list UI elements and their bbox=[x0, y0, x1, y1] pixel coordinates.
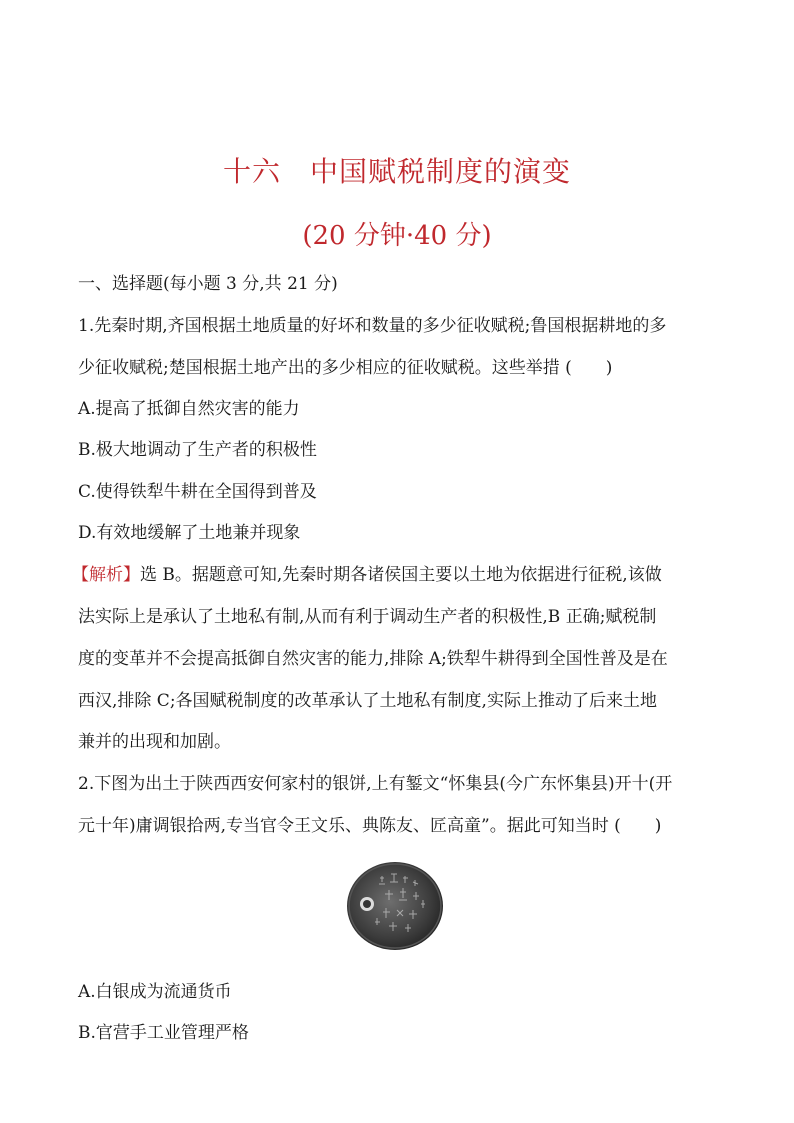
q1-stem-line1: 1.先秦时期,齐国根据土地质量的好坏和数量的多少征收赋税;鲁国根据耕地的多 bbox=[78, 316, 667, 336]
q2-option-a: A.白银成为流通货币 bbox=[78, 982, 232, 1002]
q1-analysis-line1 bbox=[72, 563, 662, 587]
analysis-text: 选 B。据题意可知,先秦时期各诸侯国主要以土地为依据进行征税,该做 bbox=[140, 565, 662, 585]
q1-option-d: D.有效地缓解了土地兼并现象 bbox=[78, 523, 301, 543]
time-score-subtitle: (20 分钟·40 分) bbox=[302, 221, 492, 251]
q2-option-b: B.官营手工业管理严格 bbox=[78, 1023, 249, 1043]
q2-stem-line2: 元十年)庸调银拾两,专当官令王文乐、典陈友、匠高童”。据此可知当时 ( ) bbox=[78, 816, 662, 836]
q2-stem-line1: 2.下图为出土于陕西西安何家村的银饼,上有錾文“怀集县(今广东怀集县)开十(开 bbox=[78, 774, 673, 794]
q1-analysis-line5: 兼并的出现和加剧。 bbox=[78, 732, 231, 752]
section-heading: 一、选择题(每小题 3 分,共 21 分) bbox=[78, 274, 338, 294]
q1-option-b: B.极大地调动了生产者的积极性 bbox=[78, 440, 317, 460]
q1-option-a: A.提高了抵御自然灾害的能力 bbox=[78, 399, 300, 419]
q1-analysis-line3: 度的变革并不会提高抵御自然灾害的能力,排除 A;铁犁牛耕得到全国性普及是在 bbox=[78, 649, 668, 669]
q1-stem-line2: 少征收赋税;楚国根据土地产出的多少相应的征收赋税。这些举措 ( ) bbox=[78, 358, 613, 378]
silver-cake-image bbox=[345, 860, 445, 952]
q1-option-c: C.使得铁犁牛耕在全国得到普及 bbox=[78, 482, 317, 502]
analysis-tag: 【解析】 bbox=[72, 565, 140, 585]
q1-analysis-line4: 西汉,排除 C;各国赋税制度的改革承认了土地私有制度,实际上推动了后来土地 bbox=[78, 691, 657, 711]
page-title: 十六 中国赋税制度的演变 bbox=[222, 155, 571, 188]
q1-analysis-line2: 法实际上是承认了土地私有制,从而有利于调动生产者的积极性,B 正确;赋税制 bbox=[78, 607, 657, 627]
